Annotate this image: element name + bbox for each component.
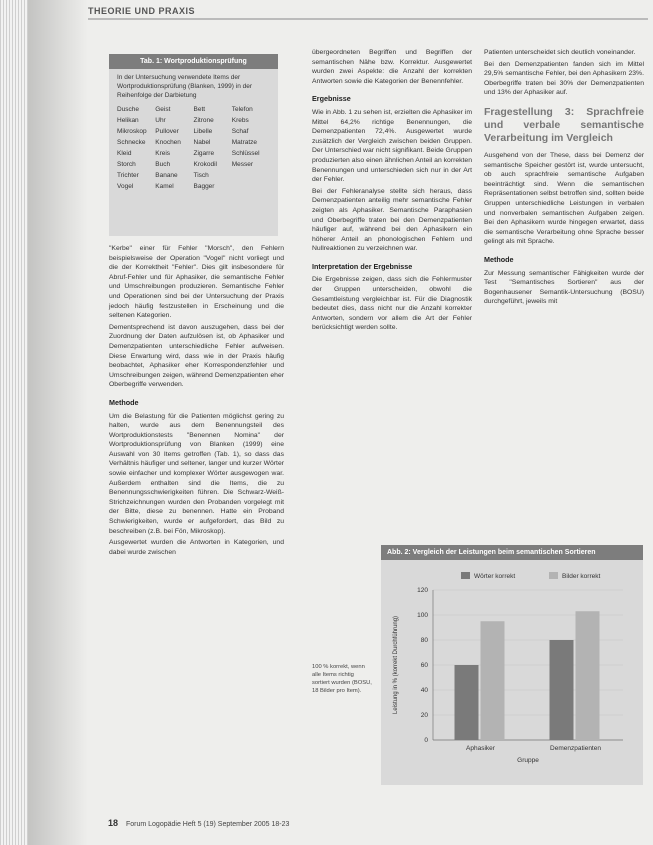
heading-methode: Methode <box>484 254 514 264</box>
footer-text: Forum Logopädie Heft 5 (19) September 2005 18-23 <box>125 821 290 828</box>
legend-label: Wörter korrekt <box>474 573 516 580</box>
heading-interpretation: Interpretation der Ergebnisse <box>312 261 413 271</box>
y-tick-label: 40 <box>420 687 428 694</box>
table-cell: Trichter <box>117 172 139 179</box>
y-tick-label: 60 <box>420 662 428 669</box>
table-cell: Dusche <box>117 106 140 113</box>
paragraph: Patienten unterscheidet sich deutlich voneinander. <box>484 49 636 56</box>
paragraph: Ausgewertet wurden die Antworten in Kategorien, und dabei wurde zwischen <box>109 539 284 556</box>
table-box <box>109 54 278 236</box>
y-axis-label: Leistung in % (korrekt Durchführung) <box>393 615 399 715</box>
table-cell: Kreis <box>155 150 171 157</box>
paragraph: Ausgehend von der These, dass bei Demenz der semantische Speicher gestört ist, wurde untersucht, ob auch sprachfreie semantische Aufgaben beeinträchtigt sind. Wenn die semantischen Repräsentationen selbst betroffen sind, sollten beide Gruppen unterschiedliche Leistungen in verbalen und nonverbalen semantischen Aufgaben zeigen. Bei den Aphasikern wurde hingegen erwartet, dass die semantische Verarbeitung ohne Sprache besser gelingt als mit Sprache. <box>484 151 644 246</box>
y-tick-label: 0 <box>424 737 428 744</box>
table-cell: Telefon <box>231 106 253 113</box>
bar <box>481 621 505 740</box>
page-number: 18 <box>108 818 119 828</box>
column-1 <box>109 244 284 559</box>
table-cell: Matratze <box>231 139 258 146</box>
table-cell: Schlüssel <box>231 150 260 157</box>
table-cell: Uhr <box>155 117 166 124</box>
page-footer <box>108 818 289 828</box>
legend-swatch <box>461 572 470 579</box>
table-cell: Buch <box>155 161 171 168</box>
figure-box <box>381 545 643 785</box>
paragraph: Dementsprechend ist davon auszugehen, dass bei der Zuordnung der Daten aufzulösen ist, ob Aphasiker und Demenzpatienten unterschiedliche Fehler aufweisen. Diese Erwartung wird, dass wie in der Praxis häufig beobachtet, Aphasiker eher Korrespondenzfehler und Umschreibungen zeigen, während Demenzpatienten eher Oberbegriffe verwenden. <box>109 323 284 389</box>
table-cell: Krebs <box>231 117 249 124</box>
table-cell: Geist <box>155 106 171 113</box>
table-cell: Bagger <box>193 183 215 190</box>
table-cell: Helikan <box>117 117 139 124</box>
table-cell: Zigarre <box>193 150 215 157</box>
bar <box>550 640 574 740</box>
table-cell: Storch <box>117 161 136 168</box>
heading-ergebnisse: Ergebnisse <box>312 94 351 104</box>
table-cell: Mikroskop <box>117 128 147 135</box>
table-cell: Schaf <box>231 128 249 135</box>
table-title: Tab. 1: Wortproduktionsprüfung <box>109 54 278 69</box>
table-cell: Messer <box>231 161 254 168</box>
table-intro: In der Untersuchung verwendete Items der Wortproduktionsprüfung (Blanken, 1999) in der Reihenfolge der Darbietung <box>117 74 253 99</box>
paragraph: übergeordneten Begriffen und Begriffen der semantischen Nähe bzw. Korrektur. Ausgewertet wurden zwei Aspekte: die Anzahl der korrekten Antworten sowie die Kategorien der Benennfehler. <box>312 49 472 85</box>
table-cell: Nabel <box>193 139 211 146</box>
x-tick-label: Aphasiker <box>466 745 495 752</box>
paragraph: "Kerbe" einer für Fehler "Morsch", den Fehlern beispielsweise der Operation "Vogel" nicht vorliegt und die der Korrektheit "Fehler". Dies gilt insbesondere für Abruf-Fehler und für Aphasiker, die semantische Fehler und Umschreibungen produzieren. Semantische Fehler und Operationen sind bei der Untersuchung der Praxis jedoch häufig festzustellen in Erscheinung und die seltenen Kategorien. <box>109 245 284 320</box>
heading-methode: Methode <box>109 397 139 407</box>
bar <box>455 665 479 740</box>
paragraph: Zur Messung semantischer Fähigkeiten wurde der Test "Semantisches Sortieren" aus der Bogenhausener Semantik-Untersuchung (BOSU) durchgeführt, jeweils mit <box>484 269 644 306</box>
table-cell: Schnecke <box>117 139 146 146</box>
legend-label: Bilder korrekt <box>562 573 601 580</box>
paragraph: Die Ergebnisse zeigen, dass sich die Fehlermuster der Gruppen unterscheiden, obwohl die Gesamtleistung vergleichbar ist. Für die Diagnostik bedeutet dies, dass nicht nur die Anzahl korrekter Antworten, sondern vor allem die Art der Fehler berücksichtigt werden sollte. <box>312 276 472 332</box>
table-cell: Banane <box>155 172 178 179</box>
table-cell: Bett <box>193 106 206 113</box>
x-tick-label: Demenzpatienten <box>550 745 601 752</box>
bar <box>576 611 600 740</box>
heading-fragestellung-3: Fragestellung 3: Sprachfreie und verbale semantische Verarbeitung im Vergleich <box>484 105 644 144</box>
table-cell <box>232 172 270 179</box>
table-cell: Vogel <box>117 183 134 190</box>
x-axis-label: Gruppe <box>517 757 539 764</box>
y-tick-label: 80 <box>420 637 428 644</box>
table-cell: Tisch <box>193 172 209 179</box>
paragraph: Bei der Fehleranalyse stellte sich heraus, dass Demenzpatienten anteilig mehr semantische Fehler zeigten als Aphasiker. Semantische Paraphasien und Oberbegriffe traten bei den Demenzpatienten häufiger auf, während bei den Aphasikern ein höherer Anteil an phonologischen Fehlern und Nullreaktionen zu verzeichnen war. <box>312 187 472 253</box>
table-cell: Zitrone <box>193 117 214 124</box>
paragraph: Wie in Abb. 1 zu sehen ist, erzielten die Aphasiker im Mittel 64,2% richtige Benennungen, die Demenzpatienten 72,4%. Ausgewertet wurde zusätzlich der Vergleich zwischen beiden Gruppen. Der Unterschied war nicht signifikant. Beide Gruppen produzierten also einen ähnlichen Anteil an korrekten Benennungen und unterschieden sich nur in der Art der Fehler. <box>312 108 472 184</box>
page-stack-edge <box>0 0 28 845</box>
paragraph: Bei den Demenzpatienten fanden sich im Mittel 29,5% semantische Fehler, bei den Aphasikern 23%. Oberbegriffe traten bei 30% der Demenzpatienten und 13% der Aphasiker auf. <box>484 60 644 97</box>
y-tick-label: 20 <box>420 712 428 719</box>
bar-chart <box>381 560 643 782</box>
y-tick-label: 100 <box>417 612 428 619</box>
column-2 <box>312 48 472 335</box>
y-tick-label: 120 <box>417 587 428 594</box>
table-cell: Kleid <box>117 150 132 157</box>
figure-caption: 100 % korrekt, wenn alle Items richtig sortiert wurden (BOSU, 18 Bilder pro Item). <box>312 664 372 694</box>
section-header: THEORIE UND PRAXIS <box>88 6 196 16</box>
spine-shadow <box>28 0 88 845</box>
paragraph: Um die Belastung für die Patienten möglichst gering zu halten, wurde aus dem Benennungsteil des Wortproduktionstests "Benennen Nomina" der Wortproduktionsprüfung von Blanken (1999) eine Auswahl von 30 Items getroffen (Tab. 1), so dass das Verhältnis häufiger und seltener, langer und kurzer Wörter sowie einfacher und komplexer Wörter ausgewogen war. Außerdem enthalten sind die Items, die zu Benennungsschwierigkeiten führen. Die Schwarz-Weiß-Strichzeichnungen wurden den Probanden vorgelegt mit der Bitte, diese zu benennen. Hatte ein Proband Schwierigkeiten, wurde er aufgefordert, das Bild zu beschreiben (z.B. bei Fön, Mikroskop). <box>109 412 284 535</box>
table-cell: Knochen <box>155 139 181 146</box>
table-cell: Kamel <box>155 183 174 190</box>
column-3 <box>484 48 644 309</box>
header-rule <box>88 18 648 20</box>
figure-title: Abb. 2: Vergleich der Leistungen beim semantischen Sortieren <box>381 545 643 560</box>
table-cell <box>232 183 270 190</box>
table-grid <box>109 104 278 192</box>
table-cell: Krokodil <box>193 161 217 168</box>
legend-swatch <box>549 572 558 579</box>
table-cell: Libelle <box>193 128 213 135</box>
table-cell: Pullover <box>155 128 179 135</box>
